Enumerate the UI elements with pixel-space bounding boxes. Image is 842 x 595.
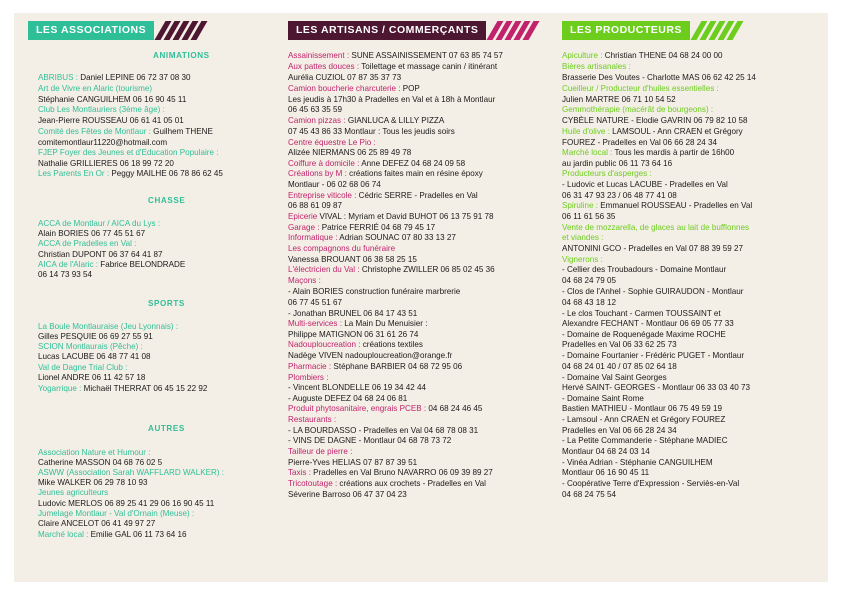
entry-contact: Adrian SOUNAC 07 80 33 13 27 (337, 233, 456, 242)
entry-line (288, 191, 478, 200)
entry-line (288, 116, 444, 125)
entry-contact: - Ludovic et Lucas LACUBE - Pradelles en Val (562, 180, 728, 189)
entry-line (288, 169, 483, 178)
entry-category: Multi-services : (288, 319, 342, 328)
entry-line (288, 415, 336, 424)
entry-line (562, 426, 677, 435)
entry-contact: Alizée NIERMANS 06 25 89 49 78 (288, 148, 412, 157)
entry-category: L'électricien du Val : (288, 265, 360, 274)
entry-category: Association Nature et Humour : (38, 448, 151, 457)
entry-line (562, 265, 726, 274)
entry-category: Marché local : (562, 148, 613, 157)
entry-line (562, 309, 721, 318)
entry-contact: 04 68 24 46 45 (426, 404, 483, 413)
entry-contact: - Auguste DEFEZ 04 68 24 06 81 (288, 394, 408, 403)
entry-contact: Christophe ZWILLER 06 85 02 45 36 (359, 265, 495, 274)
entry-contact: 06 14 73 93 54 (38, 270, 93, 279)
entry-line (38, 138, 167, 147)
entry-line (38, 509, 194, 518)
entry-contact: 06 88 61 09 87 (288, 201, 343, 210)
entry-line (288, 223, 435, 232)
entry-line (288, 95, 495, 104)
entry-line (562, 105, 713, 114)
entry-line (562, 180, 728, 189)
entry-contact: Mike WALKER 06 29 78 10 93 (38, 478, 148, 487)
entry-contact: Montlaur - 06 02 68 06 74 (288, 180, 381, 189)
entry-line (288, 404, 482, 413)
entry-category: Yogarrique : (38, 384, 82, 393)
entry-contact: Alexandre FECHANT - Montlaur 06 69 05 77 33 (562, 319, 734, 328)
entry-contact: - Clos de l'Anhel - Sophie GUIRAUDON - Montlaur (562, 287, 744, 296)
artisans-banner-title: LES ARTISANS / COMMERÇANTS (288, 21, 486, 40)
entry-category: Entreprise viticole : (288, 191, 357, 200)
entry-line (562, 169, 652, 178)
entry-contact: FOUREZ - Pradelles en Val 06 66 28 24 34 (562, 138, 718, 147)
entry-line (38, 105, 165, 114)
entry-contact: créations aux crochets - Pradelles en Val (337, 479, 486, 488)
entry-line (38, 95, 186, 104)
banner-stripes-decoration (492, 21, 537, 40)
entry-line (288, 373, 328, 382)
entry-contact: Patrice FERRIÉ 04 68 79 45 17 (319, 223, 436, 232)
entry-line (288, 458, 417, 467)
entry-category: ABRIBUS : (38, 73, 79, 82)
entry-category: Apiculture : (562, 51, 603, 60)
entry-line (288, 468, 493, 477)
entry-line (288, 490, 407, 499)
entry-line (38, 499, 214, 508)
entry-category: Maçons : (288, 276, 321, 285)
entry-line (38, 352, 151, 361)
entry-line (562, 73, 756, 82)
entry-line (38, 530, 186, 539)
entry-line (288, 244, 395, 253)
entry-contact: Peggy MAILHE 06 78 86 62 45 (109, 169, 223, 178)
entry-line (562, 95, 676, 104)
entry-line (562, 458, 713, 467)
entry-line (562, 490, 616, 499)
entry-line (288, 62, 497, 71)
entry-line (562, 415, 725, 424)
entry-category: Plombiers : (288, 373, 329, 382)
entry-line (562, 191, 677, 200)
entry-contact: Michaël THERRAT 06 45 15 22 92 (81, 384, 208, 393)
entry-line (562, 298, 616, 307)
entry-contact: Anne DEFEZ 04 68 24 09 58 (359, 159, 466, 168)
entry-category: Art de Vivre en Alaric (tourisme) (38, 84, 153, 93)
entry-contact: Ludovic MERLOS 06 89 25 41 29 06 16 90 45 11 (38, 499, 215, 508)
entry-category: Vignerons : (562, 255, 603, 264)
entry-category: FJEP Foyer des Jeunes et d'Education Populaire : (38, 148, 219, 157)
entry-contact: Christian THENE 04 68 24 00 00 (602, 51, 723, 60)
entry-line (288, 426, 478, 435)
entry-contact: Pradelles en Val 06 66 28 24 34 (562, 426, 677, 435)
entry-line (562, 116, 748, 125)
entry-line (288, 159, 465, 168)
entry-line (562, 138, 717, 147)
entry-line (562, 394, 644, 403)
entry-contact: - Domaine Fourtanier - Frédéric PUGET - Montlaur (562, 351, 745, 360)
entry-line (38, 270, 92, 279)
entry-category: Aux pattes douces : (288, 62, 360, 71)
entry-contact: Lucas LACUBE 06 48 77 41 08 (38, 352, 151, 361)
entry-category: Les Parents En Or : (38, 169, 110, 178)
entry-line (562, 84, 719, 93)
entry-line (562, 468, 649, 477)
entry-category: Producteurs d'asperges : (562, 169, 652, 178)
entry-category: Assainissement : (288, 51, 350, 60)
entry-line (288, 105, 342, 114)
entry-contact: 06 31 47 93 23 / 06 48 77 41 08 (562, 191, 677, 200)
entry-contact: Stéphanie CANGUILHEM 06 16 90 45 11 (38, 95, 187, 104)
entry-contact: CYBÈLE NATURE - Elodie GAVRIN 06 79 82 10 58 (562, 116, 748, 125)
section-heading: CHASSE (148, 196, 186, 205)
entry-contact: Emmanuel ROUSSEAU - Pradelles en Val (598, 201, 753, 210)
entry-category: Marché local : (38, 530, 89, 539)
associations-banner-title: LES ASSOCIATIONS (28, 21, 154, 40)
entry-contact: - Jonathan BRUNEL 06 84 17 43 51 (288, 309, 418, 318)
entry-contact: 07 45 43 86 33 Montlaur : Tous les jeudis soirs (288, 127, 455, 136)
entry-category: Club Les Montlauriers (3ème âge) : (38, 105, 165, 114)
entry-line (562, 330, 726, 339)
entry-contact: Pierre-Yves HELIAS 07 87 87 39 51 (288, 458, 418, 467)
entry-contact: Toilettage et massage canin / itinérant (359, 62, 498, 71)
entry-contact: Nathalie GRILLIERES 06 18 99 72 20 (38, 159, 174, 168)
entry-category: Restaurants : (288, 415, 337, 424)
entry-category: Huile d'olive : (562, 127, 610, 136)
entry-line (38, 342, 143, 351)
entry-line (38, 260, 185, 269)
entry-line (562, 373, 667, 382)
entry-line (38, 84, 152, 93)
entry-contact: Vanessa BROUANT 06 38 58 25 15 (288, 255, 417, 264)
entry-line (288, 255, 417, 264)
entry-line (562, 351, 744, 360)
entry-line (288, 84, 420, 93)
entry-line (38, 73, 191, 82)
entry-contact: Guilhem THENE (150, 127, 213, 136)
entry-category: AICA de l'Alaric : (38, 260, 99, 269)
entry-contact: Christian DUPONT 06 37 64 41 87 (38, 250, 163, 259)
entry-contact: GIANLUCA & LILLY PIZZA (345, 116, 445, 125)
entry-contact: créations faites main en résine époxy (346, 169, 483, 178)
entry-line (562, 436, 728, 445)
entry-line (38, 229, 145, 238)
entry-contact: - Domaine Saint Rome (562, 394, 644, 403)
entry-contact: Aurélia CUZIOL 07 87 35 37 73 (288, 73, 402, 82)
entry-category: Taxis : (288, 468, 311, 477)
banner-stripes-decoration (696, 21, 741, 40)
entry-line (38, 116, 184, 125)
entry-line (288, 276, 321, 285)
entry-contact: - Vinéa Adrian - Stéphanie CANGUILHEM (562, 458, 713, 467)
entry-category: ACCA de Montlaur / AICA du Lys : (38, 219, 161, 228)
entry-line (38, 239, 136, 248)
entry-line (38, 384, 207, 393)
entry-contact: VIVAL : Myriam et David BUHOT 06 13 75 91 78 (317, 212, 494, 221)
entry-contact: Tous les mardis à partir de 16h00 (612, 148, 735, 157)
entry-contact: Montlaur 06 16 90 45 11 (562, 468, 650, 477)
entry-line (562, 244, 743, 253)
entry-line (562, 212, 615, 221)
entry-contact: Alain BORIES 06 77 45 51 67 (38, 229, 146, 238)
entry-category: Tricotoutage : (288, 479, 338, 488)
artisans-banner (288, 21, 537, 40)
entry-line (562, 404, 722, 413)
entry-category: Jumelage Montlaur - Val d'Ornain (Meuse) : (38, 509, 195, 518)
entry-line (562, 51, 722, 60)
entry-line (38, 169, 223, 178)
entry-line (288, 436, 451, 445)
entry-contact: comitemontlaur11220@hotmail.com (38, 138, 168, 147)
entry-category: Spiruline : (562, 201, 598, 210)
entry-contact: LAMSOUL - Ann CRAEN et Grégory (609, 127, 743, 136)
entry-category: Tailleur de pierre : (288, 447, 353, 456)
entry-line (38, 322, 178, 331)
entry-line (562, 383, 750, 392)
entry-line (288, 351, 452, 360)
entry-contact: Bastien MATHIEU - Montlaur 06 75 49 59 19 (562, 404, 723, 413)
entry-contact: - Cellier des Troubadours - Domaine Montlaur (562, 265, 727, 274)
entry-line (562, 340, 677, 349)
entry-line (562, 159, 672, 168)
entry-line (38, 458, 162, 467)
entry-category: Jeunes agriculteurs (38, 488, 109, 497)
entry-line (288, 362, 462, 371)
entry-line (38, 159, 174, 168)
entry-category: et viandes : (562, 233, 604, 242)
entry-line (562, 201, 752, 210)
entry-category: Bières artisanales : (562, 62, 631, 71)
entry-category: Nadouploucreation : (288, 340, 361, 349)
entry-line (288, 330, 418, 339)
entry-line (288, 309, 417, 318)
entry-line (288, 148, 411, 157)
entry-category: Les compagnons du funéraire (288, 244, 396, 253)
entry-category: Camion pizzas : (288, 116, 346, 125)
entry-line (288, 340, 423, 349)
entry-line (288, 51, 503, 60)
entry-line (562, 148, 734, 157)
entry-line (562, 233, 603, 242)
entry-category: La Boule Montlauraise (Jeu Lyonnais) : (38, 322, 179, 331)
entry-line (288, 265, 495, 274)
entry-category: Epicerie (288, 212, 318, 221)
entry-contact: - Le clos Touchant - Carmen TOUSSAINT et (562, 309, 721, 318)
entry-line (38, 448, 150, 457)
entry-category: ASWW (Association Sarah WAFFLARD WALKER) : (38, 468, 225, 477)
banner-stripes-decoration (160, 21, 205, 40)
entry-contact: Jean-Pierre ROUSSEAU 06 61 41 05 01 (38, 116, 184, 125)
entry-line (38, 478, 147, 487)
entry-contact: - Coopérative Terre d'Expression - Serviès-en-Val (562, 479, 740, 488)
entry-line (38, 468, 224, 477)
entry-contact: Brasserie Des Voutes - Charlotte MAS 06 62 42 25 14 (562, 73, 756, 82)
entry-contact: Julien MARTRE 06 71 10 54 52 (562, 95, 676, 104)
entry-contact: Hervé SAINT- GEORGES - Montlaur 06 33 03 40 73 (562, 383, 751, 392)
entry-contact: La Main Du Menuisier : (341, 319, 428, 328)
entry-line (288, 138, 376, 147)
entry-line (288, 447, 352, 456)
entry-contact: 06 77 45 51 67 (288, 298, 343, 307)
section-heading: ANIMATIONS (153, 51, 210, 60)
entry-line (562, 362, 677, 371)
entry-contact: 04 68 24 01 40 / 07 85 02 64 18 (562, 362, 677, 371)
entry-category: Créations by M : (288, 169, 347, 178)
entry-contact: 04 68 24 79 05 (562, 276, 617, 285)
entry-contact: Nadège VIVEN nadouploucreation@orange.fr (288, 351, 453, 360)
entry-contact: Séverine Barroso 06 47 37 04 23 (288, 490, 407, 499)
entry-line (562, 255, 603, 264)
entry-line (562, 62, 631, 71)
entry-line (38, 219, 160, 228)
entry-line (288, 394, 407, 403)
associations-banner (28, 21, 205, 40)
entry-line (288, 479, 486, 488)
entry-contact: ANTONINI GCO - Pradelles en Val 07 88 39 59 27 (562, 244, 743, 253)
entry-category: ACCA de Pradelles en Val : (38, 239, 137, 248)
entry-line (562, 319, 734, 328)
entry-category: Garage : (288, 223, 320, 232)
entry-contact: 06 11 61 56 35 (562, 212, 616, 221)
entry-contact: Pradelles en Val 06 33 62 25 73 (562, 340, 677, 349)
entry-contact: Claire ANCELOT 06 41 49 97 27 (38, 519, 156, 528)
entry-contact: Montlaur 04 68 24 03 14 (562, 447, 650, 456)
entry-category: Centre équestre Le Pio : (288, 138, 376, 147)
entry-category: SCION Montlaurais (Pêche) : (38, 342, 143, 351)
entry-category: Informatique : (288, 233, 338, 242)
entry-line (288, 233, 456, 242)
entry-line (38, 488, 108, 497)
entry-line (38, 250, 162, 259)
entry-line (288, 180, 381, 189)
entry-line (38, 363, 127, 372)
entry-line (288, 383, 426, 392)
entry-contact: POP (400, 84, 420, 93)
entry-line (562, 447, 650, 456)
entry-contact: - Domaine Val Saint Georges (562, 373, 667, 382)
entry-line (38, 127, 213, 136)
entry-contact: - Alain BORIES construction funéraire marbrerie (288, 287, 461, 296)
entry-contact: - La Petite Commanderie - Stéphane MADIEC (562, 436, 728, 445)
entry-category: Camion boucherie charcuterie : (288, 84, 401, 93)
entry-contact: 04 68 43 18 12 (562, 298, 617, 307)
entry-contact: - Lamsoul - Ann CRAEN et Grégory FOUREZ (562, 415, 726, 424)
entry-line (562, 287, 743, 296)
section-heading: AUTRES (148, 424, 185, 433)
entry-category: Produit phytosanitaire, engrais PCEB : (288, 404, 427, 413)
entry-contact: Daniel LEPINE 06 72 37 08 30 (78, 73, 191, 82)
entry-contact: Philippe MATIGNON 06 31 61 26 74 (288, 330, 419, 339)
entry-category: Comité des Fêtes de Montlaur : (38, 127, 151, 136)
producteurs-banner (562, 21, 741, 40)
entry-category: Cueilleur / Producteur d'huiles essentielles : (562, 84, 719, 93)
entry-category: Pharmacie : (288, 362, 332, 371)
entry-line (288, 127, 455, 136)
entry-line (288, 287, 460, 296)
entry-contact: 04 68 24 75 54 (562, 490, 617, 499)
entry-line (38, 519, 155, 528)
entry-contact: Stéphane BARBIER 04 68 72 95 06 (331, 362, 463, 371)
entry-contact: Catherine MASSON 04 68 76 02 5 (38, 458, 163, 467)
entry-contact: - Domaine de Roquenégade Maxime ROCHE (562, 330, 726, 339)
entry-line (562, 479, 739, 488)
entry-contact: Pradelles en Val Bruno NAVARRO 06 09 39 89 27 (310, 468, 493, 477)
entry-line (38, 373, 145, 382)
entry-category: Coiffure à domicile : (288, 159, 360, 168)
entry-contact: - VINS DE DAGNE - Montlaur 04 68 78 73 72 (288, 436, 452, 445)
entry-contact: Les jeudis à 17h30 à Pradelles en Val et à 18h à Montlaur (288, 95, 496, 104)
entry-contact: - LA BOURDASSO - Pradelles en Val 04 68 78 08 31 (288, 426, 479, 435)
entry-contact: 06 45 63 35 59 (288, 105, 343, 114)
entry-contact: Cédric SERRE - Pradelles en Val (356, 191, 478, 200)
entry-contact: SUNE ASSAINISSEMENT 07 63 85 74 57 (349, 51, 503, 60)
entry-line (38, 332, 153, 341)
entry-line (562, 223, 749, 232)
entry-line (288, 201, 342, 210)
entry-line (288, 319, 427, 328)
entry-contact: Emilie GAL 06 11 73 64 16 (88, 530, 187, 539)
entry-category: Val de Dagne Trial Club : (38, 363, 128, 372)
entry-line (288, 212, 493, 221)
entry-contact: au jardin public 06 11 73 64 16 (562, 159, 673, 168)
entry-line (562, 127, 743, 136)
entry-category: Gemmothérapie (macérât de bourgeons) : (562, 105, 714, 114)
entry-category: Vente de mozzarella, de glaces au lait de bufflonnes (562, 223, 750, 232)
entry-contact: Gilles PESQUIE 06 69 27 55 91 (38, 332, 153, 341)
entry-line (288, 73, 401, 82)
entry-line (288, 298, 342, 307)
entry-contact: créations textiles (360, 340, 423, 349)
directory-sheet (14, 13, 828, 582)
entry-contact: - Vincent BLONDELLE 06 19 34 42 44 (288, 383, 426, 392)
producteurs-banner-title: LES PRODUCTEURS (562, 21, 690, 40)
entry-line (38, 148, 218, 157)
entry-contact: Lionel ANDRE 06 11 42 57 18 (38, 373, 146, 382)
entry-contact: Fabrice BELONDRADE (98, 260, 186, 269)
entry-line (562, 276, 616, 285)
section-heading: SPORTS (148, 299, 185, 308)
